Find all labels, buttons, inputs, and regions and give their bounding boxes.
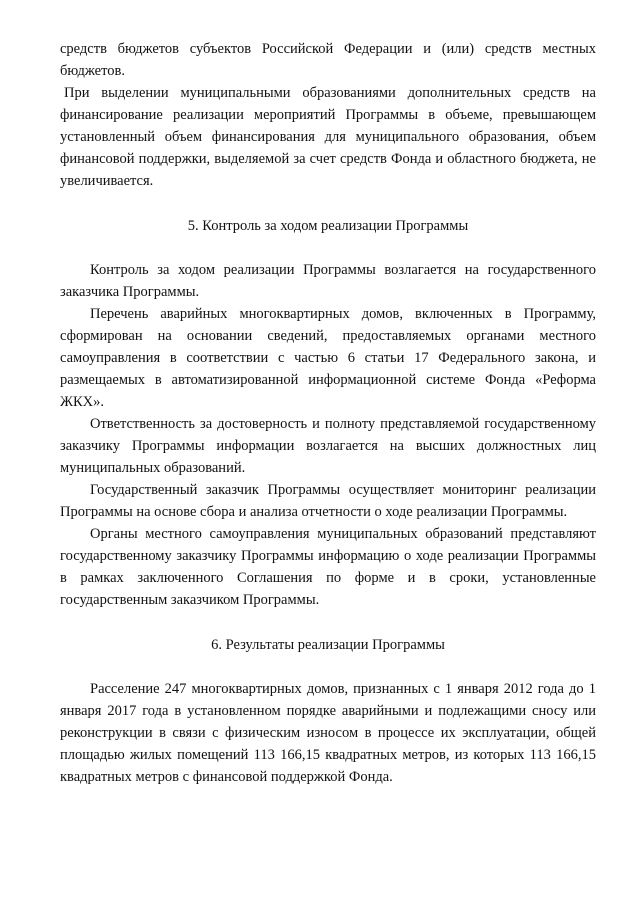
paragraph-house-list: Перечень аварийных многоквартирных домов, включенных в Программу, сформирован на основании сведений, предоставляемых органами местного самоуправления в соответствии с частью 6 статьи 17 Федерального закона, и размещаемых в автоматизированной информационной системе Фонда «Реформа ЖКХ». [60, 306, 596, 410]
spacer [60, 611, 596, 634]
spacer [60, 237, 596, 259]
section-5-heading: 5. Контроль за ходом реализации Программы [187, 218, 469, 234]
paragraph-budget-sources: средств бюджетов субъектов Российской Федерации и (или) средств местных бюджетов. [60, 41, 596, 79]
paragraph-reporting: Органы местного самоуправления муниципальных образований представляют государственному заказчику Программы информацию о ходе реализации Программы в рамках заключенного Соглашения по форме и в сроки, установленные государственным заказчиком Программы. [60, 526, 596, 608]
paragraph-responsibility: Ответственность за достоверность и полноту представляемой государственному заказчику Программы информации возлагается на высших должностных лиц муниципальных образований. [60, 416, 596, 476]
paragraph-control: Контроль за ходом реализации Программы возлагается на государственного заказчика Программы. [60, 262, 596, 300]
spacer [60, 192, 596, 215]
paragraph-monitoring: Государственный заказчик Программы осуществляет мониторинг реализации Программы на основе сбора и анализа отчетности о ходе реализации Программы. [60, 482, 596, 520]
paragraph-results: Расселение 247 многоквартирных домов, признанных с 1 января 2012 года до 1 января 2017 года в установленном порядке аварийными и подлежащими сносу или реконструкции в связи с физическим износом в процессе их эксплуатации, общей площадью жилых помещений 113 166,15 квадратных метров, из которых 113 166,15 квадратных метров с финансовой поддержкой Фонда. [60, 681, 596, 785]
document-page [60, 38, 596, 788]
spacer [60, 656, 596, 678]
paragraph-additional-funding: При выделении муниципальными образованиями дополнительных средств на финансирование реализации мероприятий Программы в объеме, превышающем установленный объем финансирования для муниципального образования, объем финансовой поддержки, выделяемой за счет средств Фонда и областного бюджета, не увеличивается. [60, 85, 596, 189]
section-6-heading: 6. Результаты реализации Программы [211, 637, 445, 653]
